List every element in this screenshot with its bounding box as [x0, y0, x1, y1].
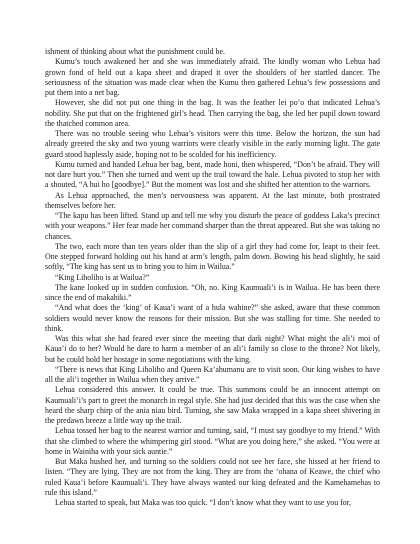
paragraph: Lehua started to speak, but Maka was too quick. “I don’t know what they want to use you for,: [55, 498, 352, 507]
paragraph: ishment of thinking about what the punishment could be.: [45, 47, 225, 56]
paragraph: The two, each more than ten years older than the slip of a girl they had come for, leapt to their feet. One stepped forward holding out his hand at arm’s length, palm down. Bowing his head slightly, he said softly, “The king has sent us to bring you to him in Wailua.”: [45, 241, 380, 272]
paragraph: “And what does the ‘king’ of Kaua’i want of a hula wahine?” she asked, aware that these common soldiers would never know the reasons for their mission. But she was stalling for time. She needed to think.: [45, 303, 380, 333]
paragraph: Kumu’s touch awakened her and she was immediately afraid. The kindly woman who Lehua had grown fond of held out a kapa sheet and draped it over the shoulders of her startled dancer. The seriousness of the situation was made clear when the Kumu then gathered Lehua’s few possessions and put them into a net bag.: [45, 57, 380, 97]
paragraph: As Lehua approached, the men’s nervousness was apparent. At the last minute, both prostrated themselves before her.: [45, 190, 380, 210]
paragraph: Lehua considered this answer. It could be true. This summons could be an innocent attempt on Kaumuali’i’s part to greet the monarch in regal style. She had just decided that this was the case when she heard the sharp chirp of the ania niau bird. Turning, she saw Maka wrapped in a kapa sheet shivering in the predawn breeze a little way up the trail.: [45, 385, 380, 425]
paragraph: “The kapu has been lifted. Stand up and tell me why you disturb the peace of goddess Laka’s precinct with your weapons.” Her fear made her command sharper than the threat appeared. But she was taking no chances.: [45, 211, 380, 241]
paragraph: Kumu turned and handed Lehua her bag, bent, made honi, then whispered, “Don’t be afraid. They will not dare hurt you.” Then she turned and went up the trail toward the hale. Lehua pivoted to stop her with a shouted, “A hui ho [goodbye].” But the moment was lost and she shifted her attention to the warriors.: [45, 159, 380, 190]
paragraph: “There is news that King Liholiho and Queen Ka’ahumanu are to visit soon. Our king wishes to have all the ali’i together in Wailua when they arrive.”: [45, 364, 380, 384]
paragraph: But Maka hushed her, and turning so the soldiers could not see her face, she hissed at her friend to listen. “They are lying. They are not from the king. They are from the ‘ohana of Keawe, the chief who ruled Kaua’i before Kaumuali’i. They have always wanted our king defeated and the Kamehamehas to rule this island.”: [45, 457, 380, 497]
paragraph: The kane looked up in sudden confusion. “Oh, no. King Kaumuali’i is in Wailua. He has been there since the end of makahiki.”: [45, 282, 380, 302]
paragraph: Was this what she had feared ever since the meeting that dark night? What might the ali’i moi of Kaua’i do to her? Would he dare to harm a member of an ali’i family so close to the throne? Not likely, but he could hold her hostage in some negotiations with the king.: [45, 334, 380, 364]
paragraph: Lehua tossed her bag to the nearest warrior and turning, said, “I must say goodbye to my friend.” With that she climbed to where the whimpering girl stood. “What are you doing here,” she asked. “You were at home in Wainiha with your sick auntie.”: [45, 426, 380, 456]
book-page: [45, 47, 380, 508]
paragraph: There was no trouble seeing who Lehua’s visitors were this time. Below the horizon, the sun had already greeted the sky and two young warriors were clearly visible in the early morning light. The gate guard stood haplessly aside, hoping not to be scolded for his inefficiency.: [45, 129, 380, 159]
paragraph: “King Liholiho is at Wailua?”: [55, 272, 150, 282]
paragraph: However, she did not put one thing in the bag. It was the feather lei po’o that indicated Lehua’s nobility. She put that on the frightened girl’s head. Then carrying the bag, she led her pupil down toward the thatched common area.: [45, 98, 380, 128]
